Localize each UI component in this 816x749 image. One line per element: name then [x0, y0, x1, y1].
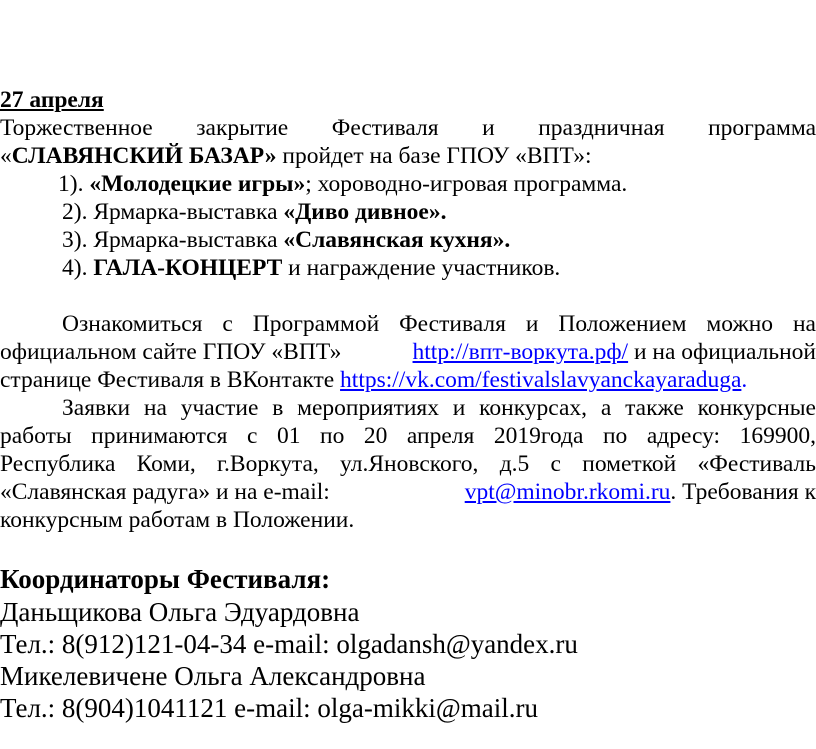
applications-line-4-rest: . Требования к — [670, 479, 816, 505]
program-item-num: 3). Ярмарка-выставка — [62, 227, 284, 253]
applications-line-5: конкурсным работам в Положении. — [0, 507, 355, 533]
program-item-rest: ; хороводно-игровая программа. — [305, 171, 628, 197]
program-item-num: 1). — [58, 171, 90, 197]
intro-line-2 — [0, 142, 592, 170]
coordinator-1-contact: Тел.: 8(912)121-04-34 e-mail: olgadansh@yandex.ru — [0, 629, 578, 659]
info-line-1: Ознакомиться с Программой Фестиваля и Положением можно на — [62, 311, 816, 337]
info-line-2-tail — [413, 338, 816, 366]
info-line-3-dot: . — [741, 367, 748, 393]
bazaar-title: СЛАВЯНСКИЙ БАЗАР» — [11, 143, 277, 169]
program-item-2 — [62, 198, 446, 226]
program-item-4 — [62, 254, 560, 282]
intro-line-1: Торжественное закрытие Фестиваля и праздничная программа — [0, 115, 816, 141]
vpt-site-link[interactable]: http://впт-воркута.рф/ — [412, 339, 629, 365]
program-item-3 — [62, 226, 510, 254]
program-item-num: 4). — [62, 255, 94, 281]
program-item-bold: «Славянская кухня». — [283, 227, 511, 253]
program-item-1 — [58, 170, 627, 198]
intro-line-2-rest: пройдет на базе ГПОУ «ВПТ»: — [276, 143, 592, 169]
info-line-2-rest: и на официальной — [633, 339, 816, 365]
coordinator-2-contact: Тел.: 8(904)1041121 e-mail: olga-mikki@mail.ru — [0, 693, 538, 723]
program-item-rest: и награждение участников. — [282, 255, 561, 281]
coordinators-title: Координаторы Фестиваля: — [0, 564, 331, 594]
applications-line-3: Республика Коми, г.Воркута, ул.Яновского, д.5 с пометкой «Фестиваль — [0, 451, 816, 477]
info-line-2 — [0, 338, 816, 366]
info-line-3 — [0, 366, 747, 394]
coordinator-1-name: Даньщикова Ольга Эдуардовна — [0, 597, 360, 627]
program-item-bold: «Диво дивное». — [283, 199, 447, 225]
vpt-email-link[interactable]: vpt@minobr.rkomi.ru — [464, 479, 671, 505]
applications-line-4 — [0, 478, 816, 506]
date-heading — [0, 86, 104, 114]
applications-line-4-text: «Славянская радуга» и на e-mail: — [0, 479, 330, 505]
info-line-3-text: странице Фестиваля в ВКонтакте — [0, 367, 341, 393]
program-item-num: 2). Ярмарка-выставка — [62, 199, 284, 225]
program-item-bold: «Молодецкие игры» — [89, 171, 306, 197]
coordinator-2-name: Микелевичене Ольга Александровна — [0, 661, 426, 691]
date-heading-text: 27 апреля — [0, 87, 104, 113]
info-line-2-text: официальном сайте ГПОУ «ВПТ» — [0, 339, 342, 365]
applications-line-2: работы принимаются с 01 по 20 апреля 2019года по адресу: 169900, — [0, 423, 816, 449]
vk-festival-link[interactable]: https://vk.com/festivalslavyanckayaraduga — [340, 367, 742, 393]
applications-line-4-tail — [465, 478, 816, 506]
applications-line-1: Заявки на участие в мероприятиях и конкурсах, а также конкурсные — [62, 395, 816, 421]
quote-open: « — [0, 143, 12, 169]
program-item-bold: ГАЛА-КОНЦЕРТ — [93, 255, 283, 281]
